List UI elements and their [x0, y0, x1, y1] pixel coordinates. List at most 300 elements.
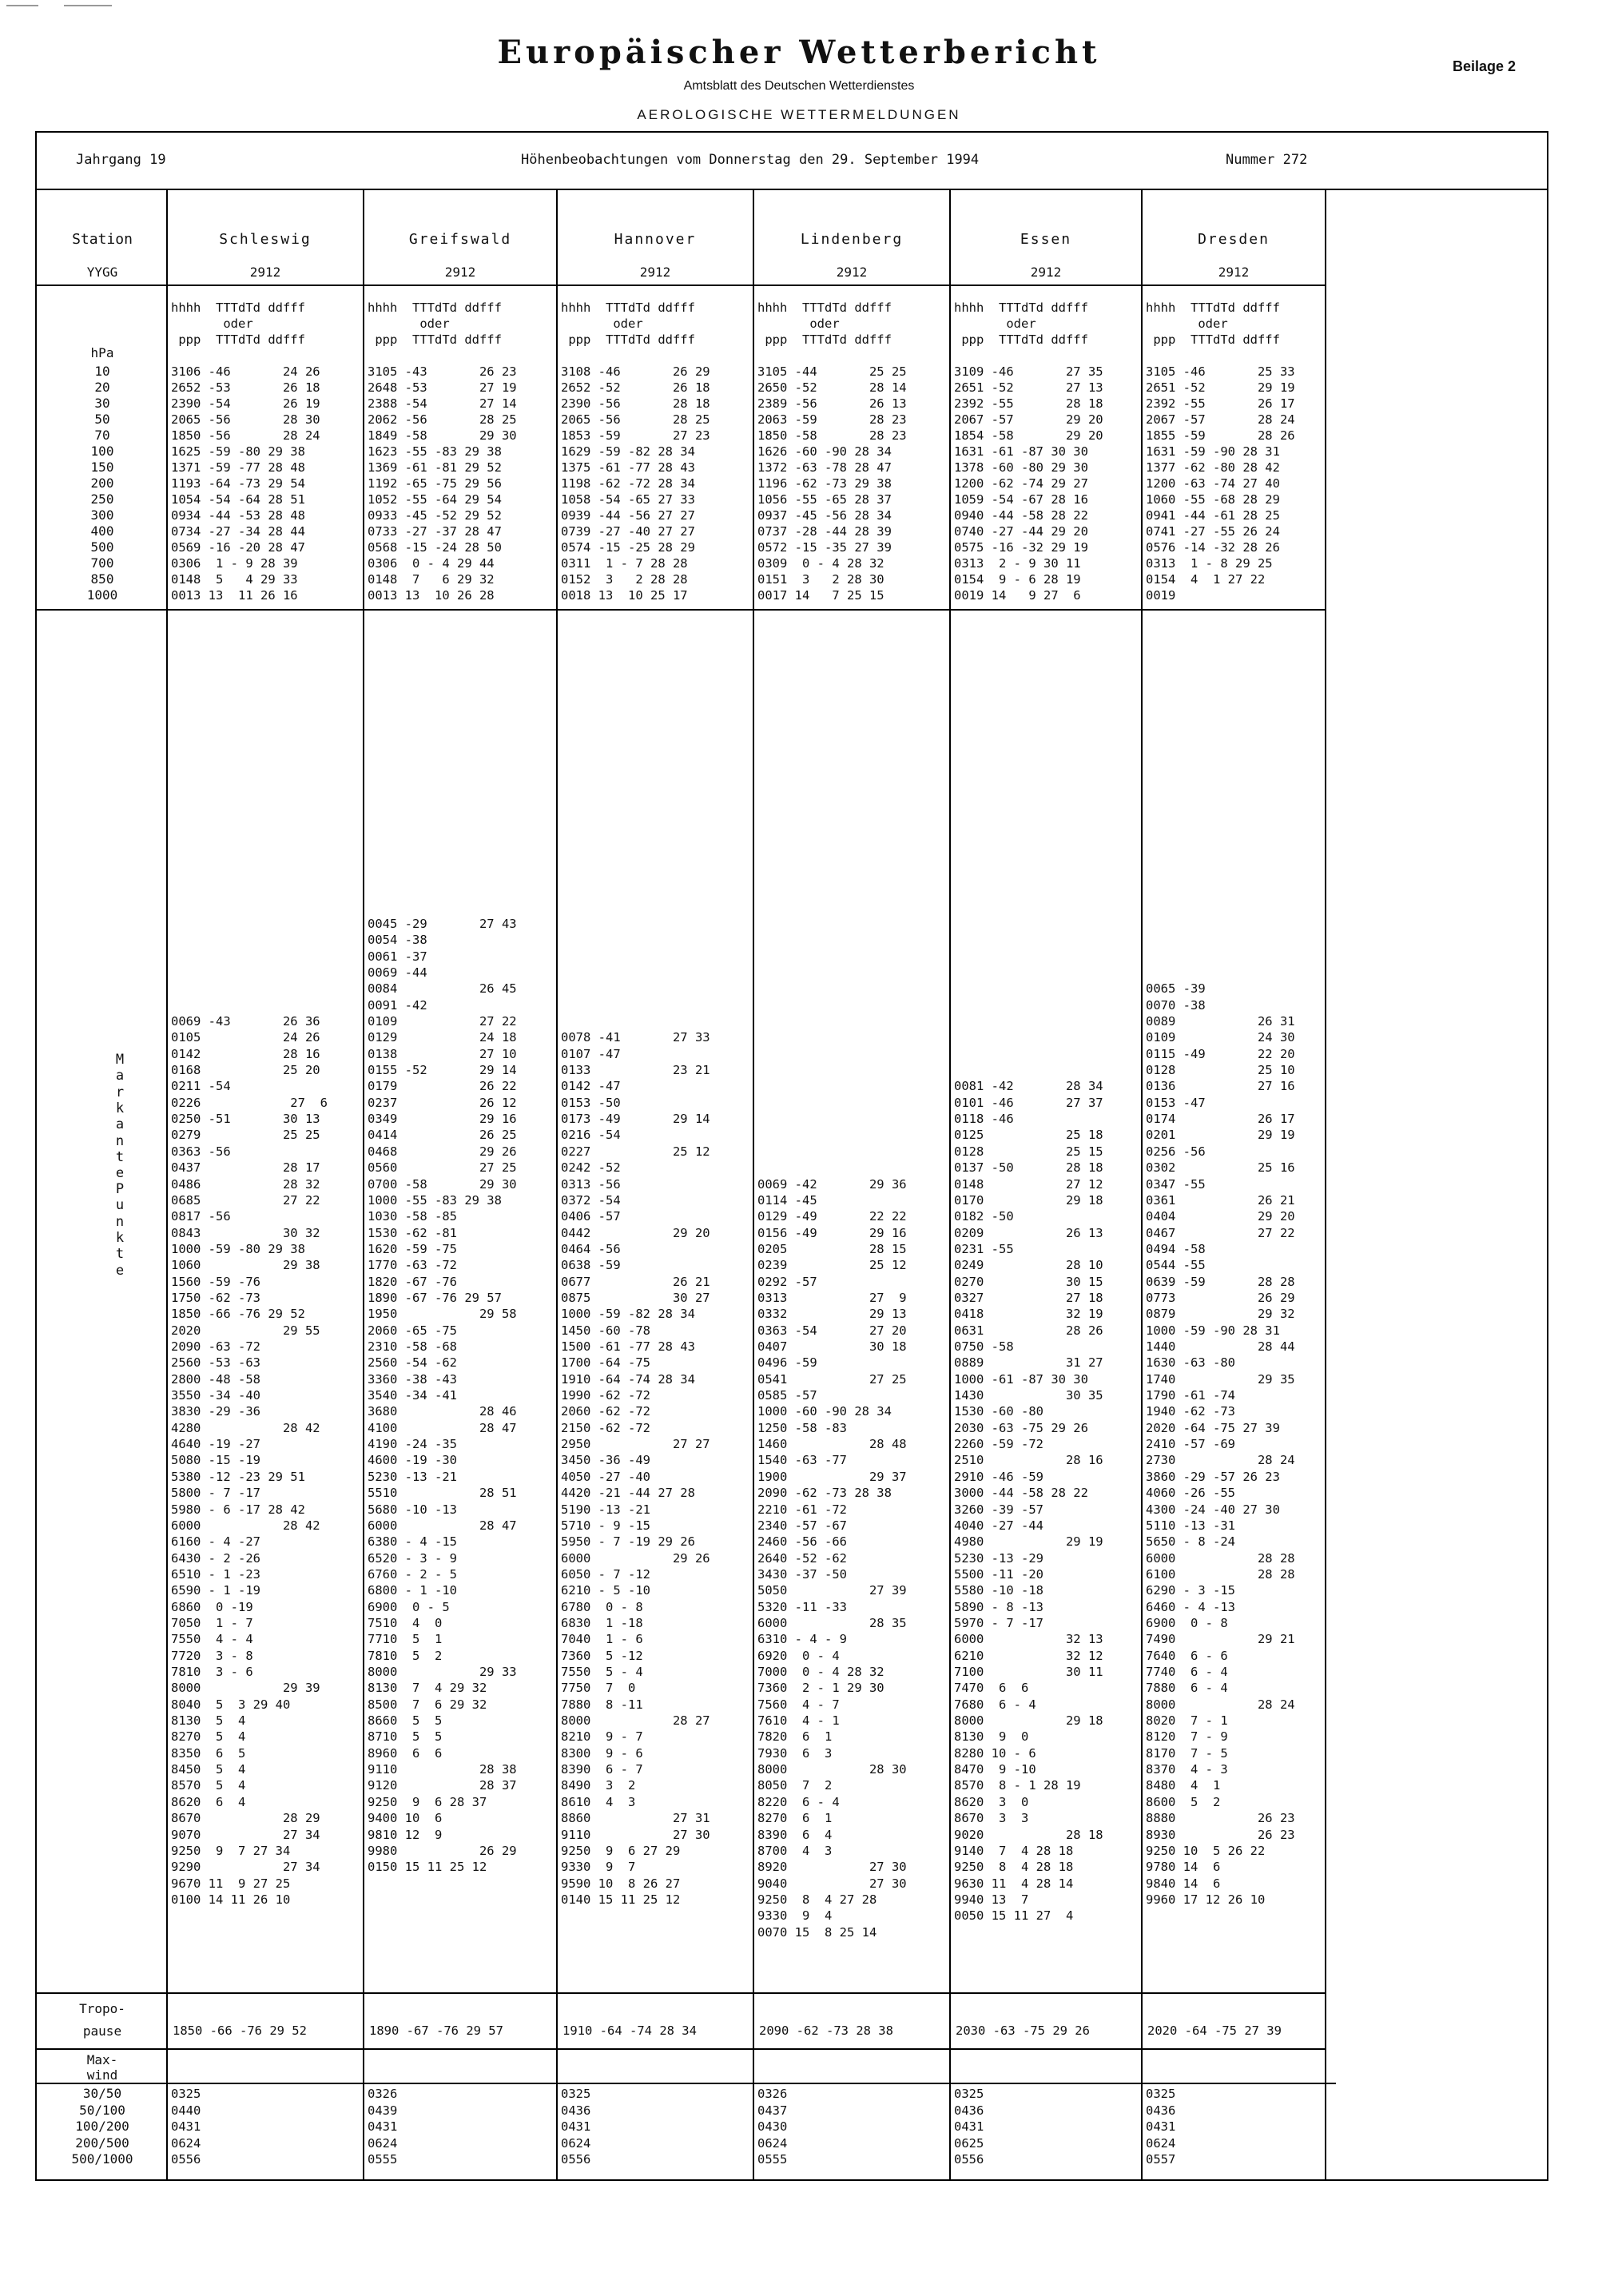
significant-point-row: 0468 29 26: [368, 1144, 517, 1159]
significant-point-row: 7470 6 6: [954, 1681, 1029, 1696]
column-header: ppp TTTdTd ddfff: [1146, 332, 1280, 347]
significant-point-row: 8000 29 39: [171, 1681, 320, 1696]
standard-level-row: 0019 14 9 27 6: [954, 588, 1081, 603]
significant-point-row: 1440 28 44: [1146, 1339, 1295, 1354]
significant-point-row: 1890 -67 -76 29 57: [368, 1290, 502, 1305]
significant-point-row: 7880 8 -11: [561, 1697, 643, 1712]
significant-point-row: 7720 3 - 8: [171, 1648, 253, 1663]
column-header: hhhh TTTdTd ddfff: [171, 300, 305, 315]
significant-point-row: 2510 28 16: [954, 1453, 1103, 1468]
significant-point-row: 8620 3 0: [954, 1794, 1029, 1809]
standard-level-row: 0154 4 1 27 22: [1146, 572, 1266, 587]
standard-level-row: 0934 -44 -53 28 48: [171, 508, 305, 523]
maxwind-row: 0431: [954, 2119, 984, 2134]
station-yygg: 2912: [1218, 265, 1250, 280]
standard-level-row: 0152 3 2 28 28: [561, 572, 688, 587]
maxwind-row: 0325: [171, 2087, 201, 2101]
maxwind-level: 200/500: [75, 2135, 129, 2151]
station-yygg: 2912: [444, 265, 476, 280]
significant-point-row: 0209 26 13: [954, 1225, 1103, 1240]
significant-point-row: 2560 -54 -62: [368, 1355, 457, 1371]
significant-point-row: 0313 27 9: [757, 1290, 907, 1305]
standard-level-row: 1850 -56 28 24: [171, 428, 320, 443]
significant-point-row: 0496 -59: [757, 1355, 817, 1371]
standard-level-row: 2390 -56 28 18: [561, 396, 710, 411]
tropopause-row: 1910 -64 -74 28 34: [562, 2023, 697, 2038]
significant-point-row: 5650 - 8 -24: [1146, 1534, 1235, 1550]
significant-point-row: 0201 29 19: [1146, 1128, 1295, 1143]
significant-point-row: 1530 -62 -81: [368, 1225, 457, 1240]
standard-level-row: 1371 -59 -77 28 48: [171, 460, 305, 475]
maxwind-row: 0430: [757, 2119, 788, 2134]
significant-point-row: 5190 -13 -21: [561, 1502, 650, 1517]
maxwind-row: 0555: [757, 2152, 788, 2167]
column-header: oder: [368, 316, 495, 331]
significant-point-row: 0256 -56: [1146, 1144, 1206, 1159]
standard-level-row: 0933 -45 -52 29 52: [368, 508, 502, 523]
standard-level-row: 0013 13 11 26 16: [171, 588, 298, 603]
significant-point-row: 9110 28 38: [368, 1762, 517, 1777]
tropopause-row: 2020 -64 -75 27 39: [1147, 2023, 1282, 2038]
significant-point-row: 6860 0 -19: [171, 1599, 253, 1614]
significant-point-row: 7820 6 1: [757, 1729, 833, 1745]
standard-level-row: 2652 -52 26 18: [561, 380, 710, 395]
significant-point-row: 5500 -11 -20: [954, 1566, 1043, 1582]
significant-point-row: 1530 -60 -80: [954, 1404, 1043, 1419]
significant-point-row: 4040 -27 -44: [954, 1518, 1043, 1533]
standard-level-row: 1629 -59 -82 28 34: [561, 444, 695, 459]
significant-point-row: 4600 -19 -30: [368, 1453, 457, 1468]
significant-point-row: 0231 -55: [954, 1241, 1014, 1256]
standard-level-row: 1855 -59 28 26: [1146, 428, 1295, 443]
significant-point-row: 1900 29 37: [757, 1469, 907, 1484]
standard-level-row: 1058 -54 -65 27 33: [561, 492, 695, 507]
significant-point-row: 5230 -13 -29: [954, 1550, 1043, 1566]
significant-point-row: 4280 28 42: [171, 1420, 320, 1435]
station-name: Hannover: [614, 231, 697, 248]
pressure-level: 200: [90, 476, 114, 491]
significant-point-row: 0105 24 26: [171, 1030, 320, 1045]
significant-point-row: 1750 -62 -73: [171, 1290, 260, 1305]
significant-point-row: 9630 11 4 28 14: [954, 1876, 1074, 1891]
significant-point-row: 0081 -42 28 34: [954, 1079, 1103, 1094]
standard-level-row: 2065 -56 28 30: [171, 412, 320, 427]
significant-point-row: 5800 - 7 -17: [171, 1486, 260, 1501]
significant-point-row: 9330 9 7: [561, 1860, 636, 1875]
significant-point-row: 8880 26 23: [1146, 1811, 1295, 1826]
report-subtitle: Amtsblatt des Deutschen Wetterdienstes: [683, 79, 915, 93]
significant-point-row: 8920 27 30: [757, 1860, 907, 1875]
significant-point-row: 0101 -46 27 37: [954, 1095, 1103, 1110]
significant-point-row: 1000 -55 -83 29 38: [368, 1192, 502, 1208]
significant-point-row: 3680 28 46: [368, 1404, 517, 1419]
significant-point-row: 2410 -57 -69: [1146, 1437, 1235, 1452]
maxwind-row: 0556: [561, 2152, 591, 2167]
significant-point-row: 7510 4 0: [368, 1615, 443, 1630]
significant-point-row: 2060 -65 -75: [368, 1323, 457, 1338]
significant-point-row: 0069 -44: [368, 965, 427, 980]
significant-point-row: 0404 29 20: [1146, 1209, 1295, 1224]
significant-point-row: 0631 28 26: [954, 1323, 1103, 1338]
significant-point-row: 0361 26 21: [1146, 1192, 1295, 1208]
significant-point-row: 3260 -39 -57: [954, 1502, 1043, 1517]
significant-point-row: 8610 4 3: [561, 1794, 636, 1809]
significant-point-row: 0250 -51 30 13: [171, 1112, 320, 1127]
pressure-level: 100: [90, 444, 114, 459]
significant-point-row: 6000 28 28: [1146, 1550, 1295, 1566]
column-header: hhhh TTTdTd ddfff: [757, 300, 892, 315]
significant-point-row: 0372 -54: [561, 1192, 621, 1208]
significant-point-row: 0128 25 10: [1146, 1063, 1295, 1078]
maxwind-level: 50/100: [79, 2102, 125, 2118]
significant-point-row: 9960 17 12 26 10: [1146, 1892, 1266, 1907]
maxwind-row: 0436: [954, 2103, 984, 2118]
standard-level-row: 2652 -53 26 18: [171, 380, 320, 395]
maxwind-row: 0436: [561, 2103, 591, 2118]
significant-point-row: 0302 25 16: [1146, 1160, 1295, 1176]
significant-point-row: 5580 -10 -18: [954, 1583, 1043, 1598]
column-header: hhhh TTTdTd ddfff: [1146, 300, 1280, 315]
significant-point-row: 0114 -45: [757, 1192, 817, 1208]
significant-point-row: 1620 -59 -75: [368, 1241, 457, 1256]
standard-level-row: 0306 0 - 4 29 44: [368, 556, 495, 571]
significant-point-row: 8000 29 18: [954, 1713, 1103, 1729]
significant-point-row: 1630 -63 -80: [1146, 1355, 1235, 1371]
column-header: oder: [561, 316, 688, 331]
significant-point-row: 7930 6 3: [757, 1745, 833, 1761]
significant-point-row: 8210 9 - 7: [561, 1729, 643, 1745]
significant-point-row: 8450 5 4: [171, 1762, 246, 1777]
maxwind-row: 0431: [1146, 2119, 1176, 2134]
significant-point-row: 0070 -38: [1146, 997, 1206, 1013]
significant-point-row: 6430 - 2 -26: [171, 1550, 260, 1566]
significant-point-row: 8220 6 - 4: [757, 1794, 840, 1809]
standard-level-row: 0569 -16 -20 28 47: [171, 540, 305, 555]
significant-point-row: 0879 29 32: [1146, 1307, 1295, 1322]
significant-point-row: 1000 -61 -87 30 30: [954, 1371, 1088, 1387]
significant-point-row: 0142 28 16: [171, 1046, 320, 1061]
significant-point-row: 0237 26 12: [368, 1095, 517, 1110]
significant-point-row: 6100 28 28: [1146, 1566, 1295, 1582]
hpa-label: hPa: [90, 345, 114, 360]
pressure-level: 70: [94, 428, 110, 443]
significant-point-row: 8000 28 24: [1146, 1697, 1295, 1712]
significant-point-row: 1060 29 38: [171, 1258, 320, 1273]
significant-point-row: 9120 28 37: [368, 1778, 517, 1793]
vertical-letter: k: [115, 1100, 125, 1116]
column-header: oder: [954, 316, 1081, 331]
maxwind-row: 0624: [171, 2135, 201, 2151]
significant-point-row: 0118 -46: [954, 1112, 1014, 1127]
significant-point-row: 5320 -11 -33: [757, 1599, 847, 1614]
significant-point-row: 2730 28 24: [1146, 1453, 1295, 1468]
column-header: oder: [171, 316, 298, 331]
significant-point-row: 5970 - 7 -17: [954, 1615, 1043, 1630]
significant-point-row: 5680 -10 -13: [368, 1502, 457, 1517]
vertical-letter: M: [115, 1052, 125, 1068]
significant-point-row: 4300 -24 -40 27 30: [1146, 1502, 1280, 1517]
standard-level-row: 1854 -58 29 20: [954, 428, 1103, 443]
significant-point-row: 9810 12 9: [368, 1827, 443, 1842]
standard-level-row: 2067 -57 28 24: [1146, 412, 1295, 427]
significant-point-row: 7880 6 - 4: [1146, 1681, 1228, 1696]
significant-point-row: 0070 15 8 25 14: [757, 1924, 877, 1940]
significant-point-row: 5080 -15 -19: [171, 1453, 260, 1468]
maxwind-label-2: wind: [86, 2067, 118, 2083]
significant-point-row: 1560 -59 -76: [171, 1274, 260, 1289]
significant-point-row: 0153 -50: [561, 1095, 621, 1110]
significant-point-row: 1460 28 48: [757, 1437, 907, 1452]
maxwind-row: 0325: [954, 2087, 984, 2101]
significant-point-row: 4420 -21 -44 27 28: [561, 1486, 695, 1501]
standard-level-row: 2065 -56 28 25: [561, 412, 710, 427]
significant-point-row: 2910 -46 -59: [954, 1469, 1043, 1484]
standard-level-row: 0576 -14 -32 28 26: [1146, 540, 1280, 555]
significant-point-row: 0327 27 18: [954, 1290, 1103, 1305]
significant-point-row: 8170 7 - 5: [1146, 1745, 1228, 1761]
significant-point-row: 8570 5 4: [171, 1778, 246, 1793]
significant-point-row: 7810 3 - 6: [171, 1665, 253, 1679]
vertical-letter: t: [115, 1246, 125, 1263]
pressure-level: 20: [94, 380, 110, 395]
standard-level-row: 2650 -52 28 14: [757, 380, 907, 395]
maxwind-row: 0326: [368, 2087, 398, 2101]
significant-point-row: 7000 0 - 4 28 32: [757, 1665, 884, 1679]
standard-level-row: 1369 -61 -81 29 52: [368, 460, 502, 475]
standard-level-row: 1626 -60 -90 28 34: [757, 444, 892, 459]
report-title: Europäischer Wetterbericht: [497, 34, 1101, 71]
significant-point-row: 0129 -49 22 22: [757, 1209, 907, 1224]
significant-point-row: 5950 - 7 -19 29 26: [561, 1534, 695, 1550]
significant-point-row: 0045 -29 27 43: [368, 916, 517, 931]
significant-point-row: 7360 2 - 1 29 30: [757, 1681, 884, 1696]
significant-point-row: 9020 28 18: [954, 1827, 1103, 1842]
standard-level-row: 0572 -15 -35 27 39: [757, 540, 892, 555]
significant-point-row: 0560 27 25: [368, 1160, 517, 1176]
significant-point-row: 3550 -34 -40: [171, 1388, 260, 1403]
significant-point-row: 0437 28 17: [171, 1160, 320, 1176]
standard-level-row: 1193 -64 -73 29 54: [171, 476, 305, 491]
significant-point-row: 9250 9 6 27 29: [561, 1843, 681, 1858]
standard-level-row: 1372 -63 -78 28 47: [757, 460, 892, 475]
significant-point-row: 8490 3 2: [561, 1778, 636, 1793]
significant-point-row: 0065 -39: [1146, 981, 1206, 997]
maxwind-row: 0436: [1146, 2103, 1176, 2118]
significant-point-row: 6510 - 1 -23: [171, 1566, 260, 1582]
maxwind-row: 0624: [561, 2135, 591, 2151]
significant-point-row: 8000 29 33: [368, 1665, 517, 1679]
standard-level-row: 2392 -55 28 18: [954, 396, 1103, 411]
significant-point-row: 3000 -44 -58 28 22: [954, 1486, 1088, 1501]
significant-point-row: 0061 -37: [368, 949, 427, 964]
significant-point-row: 1820 -67 -76: [368, 1274, 457, 1289]
significant-point-row: 0332 29 13: [757, 1307, 907, 1322]
significant-point-row: 2030 -63 -75 29 26: [954, 1420, 1088, 1435]
issue-number: Nummer 272: [1226, 152, 1308, 168]
significant-point-row: 7610 4 - 1: [757, 1713, 840, 1729]
standard-level-row: 1625 -59 -80 29 38: [171, 444, 305, 459]
significant-point-row: 4640 -19 -27: [171, 1437, 260, 1452]
significant-point-row: 2020 29 55: [171, 1323, 320, 1338]
volume-label: Jahrgang 19: [76, 152, 166, 168]
significant-point-row: 7490 29 21: [1146, 1632, 1295, 1647]
significant-point-row: 7710 5 1: [368, 1632, 443, 1647]
station-name: Essen: [1020, 231, 1072, 248]
significant-point-row: 0700 -58 29 30: [368, 1176, 517, 1192]
significant-point-row: 1740 29 35: [1146, 1371, 1295, 1387]
significant-point-row: 8120 7 - 9: [1146, 1729, 1228, 1745]
significant-point-row: 2210 -61 -72: [757, 1502, 847, 1517]
significant-point-row: 1950 29 58: [368, 1307, 517, 1322]
significant-point-row: 8300 9 - 6: [561, 1745, 643, 1761]
significant-point-row: 9290 27 34: [171, 1860, 320, 1875]
significant-point-row: 8050 7 2: [757, 1778, 833, 1793]
tropopause-row: 2030 -63 -75 29 26: [956, 2023, 1090, 2038]
significant-point-row: 8020 7 - 1: [1146, 1713, 1228, 1729]
column-header: ppp TTTdTd ddfff: [561, 332, 695, 347]
standard-level-row: 1196 -62 -73 29 38: [757, 476, 892, 491]
significant-point-row: 1000 -59 -80 29 38: [171, 1241, 305, 1256]
significant-point-row: 0125 25 18: [954, 1128, 1103, 1143]
standard-level-row: 0311 1 - 7 28 28: [561, 556, 688, 571]
significant-point-row: 0541 27 25: [757, 1371, 907, 1387]
significant-point-row: 0407 30 18: [757, 1339, 907, 1354]
significant-point-row: 9110 27 30: [561, 1827, 710, 1842]
standard-level-row: 0018 13 10 25 17: [561, 588, 688, 603]
significant-point-row: 0069 -43 26 36: [171, 1014, 320, 1029]
significant-point-row: 5110 -13 -31: [1146, 1518, 1235, 1533]
significant-point-row: 1500 -61 -77 28 43: [561, 1339, 695, 1354]
significant-point-row: 2460 -56 -66: [757, 1534, 847, 1550]
significant-point-row: 0109 24 30: [1146, 1030, 1295, 1045]
significant-point-row: 0638 -59: [561, 1258, 621, 1273]
significant-point-row: 0585 -57: [757, 1388, 817, 1403]
standard-level-row: 2651 -52 29 19: [1146, 380, 1295, 395]
significant-point-row: 0084 26 45: [368, 981, 517, 997]
standard-level-row: 2648 -53 27 19: [368, 380, 517, 395]
significant-point-row: 5380 -12 -23 29 51: [171, 1469, 305, 1484]
significant-point-row: 8480 4 1: [1146, 1778, 1221, 1793]
significant-point-row: 0091 -42: [368, 997, 427, 1013]
vertical-letter: n: [115, 1213, 125, 1230]
maxwind-row: 0439: [368, 2103, 398, 2118]
standard-level-row: 0741 -27 -55 26 24: [1146, 524, 1280, 539]
significant-point-row: 6000 32 13: [954, 1632, 1103, 1647]
significant-point-row: 6590 - 1 -19: [171, 1583, 260, 1598]
station-label: Station: [72, 231, 133, 248]
vertical-letter: n: [115, 1132, 125, 1149]
significant-point-row: 0138 27 10: [368, 1046, 517, 1061]
maxwind-row: 0555: [368, 2152, 398, 2167]
column-header: ppp TTTdTd ddfff: [171, 332, 305, 347]
column-header: oder: [1146, 316, 1273, 331]
significant-point-row: 0078 -41 27 33: [561, 1030, 710, 1045]
standard-level-row: 2388 -54 27 14: [368, 396, 517, 411]
pressure-level: 150: [90, 460, 114, 475]
significant-point-row: 0069 -42 29 36: [757, 1176, 907, 1192]
significant-point-row: 1250 -58 -83: [757, 1420, 847, 1435]
significant-point-row: 6290 - 3 -15: [1146, 1583, 1235, 1598]
significant-point-row: 0442 29 20: [561, 1225, 710, 1240]
significant-point-row: 8500 7 6 29 32: [368, 1697, 487, 1712]
significant-point-row: 7810 5 2: [368, 1648, 443, 1663]
standard-level-row: 0013 13 10 26 28: [368, 588, 495, 603]
significant-point-row: 0129 24 18: [368, 1030, 517, 1045]
significant-point-row: 0292 -57: [757, 1274, 817, 1289]
significant-point-row: 0817 -56: [171, 1209, 231, 1224]
significant-point-row: 1770 -63 -72: [368, 1258, 457, 1273]
standard-level-row: 0148 5 4 29 33: [171, 572, 298, 587]
standard-level-row: 1378 -60 -80 29 30: [954, 460, 1088, 475]
maxwind-label-1: Max-: [86, 2052, 118, 2067]
significant-point-row: 0133 23 21: [561, 1063, 710, 1078]
significant-point-row: 1430 30 35: [954, 1388, 1103, 1403]
standard-level-row: 1623 -55 -83 29 38: [368, 444, 502, 459]
tropopause-row: 2090 -62 -73 28 38: [759, 2023, 893, 2038]
standard-level-row: 2392 -55 26 17: [1146, 396, 1295, 411]
significant-point-row: 8130 5 4: [171, 1713, 246, 1729]
significant-point-row: 8350 6 5: [171, 1745, 246, 1761]
significant-point-row: 2260 -59 -72: [954, 1437, 1043, 1452]
maxwind-row: 0431: [561, 2119, 591, 2134]
significant-point-row: 2340 -57 -67: [757, 1518, 847, 1533]
significant-point-row: 6920 0 - 4: [757, 1648, 840, 1663]
standard-level-row: 3105 -43 26 23: [368, 364, 517, 379]
standard-level-row: 0568 -15 -24 28 50: [368, 540, 502, 555]
column-header: hhhh TTTdTd ddfff: [954, 300, 1088, 315]
significant-point-row: 2560 -53 -63: [171, 1355, 260, 1371]
significant-point-row: 0137 -50 28 18: [954, 1160, 1103, 1176]
vertical-letter: e: [115, 1165, 125, 1182]
significant-point-row: 0174 26 17: [1146, 1112, 1295, 1127]
significant-point-row: 0054 -38: [368, 933, 427, 948]
significant-point-row: 6160 - 4 -27: [171, 1534, 260, 1550]
significant-point-row: 0685 27 22: [171, 1192, 320, 1208]
station-yygg: 2912: [249, 265, 281, 280]
significant-point-row: 1000 -59 -82 28 34: [561, 1307, 695, 1322]
standard-level-row: 0154 9 - 6 28 19: [954, 572, 1081, 587]
significant-point-row: 0313 -56: [561, 1176, 621, 1192]
standard-level-row: 1054 -54 -64 28 51: [171, 492, 305, 507]
significant-point-row: 8670 28 29: [171, 1811, 320, 1826]
significant-point-row: 0128 25 15: [954, 1144, 1103, 1159]
pressure-level: 10: [94, 364, 110, 379]
standard-level-row: 0737 -28 -44 28 39: [757, 524, 892, 539]
significant-point-row: 0211 -54: [171, 1079, 231, 1094]
tropopause-row: 1890 -67 -76 29 57: [369, 2023, 503, 2038]
significant-point-row: 6760 - 2 - 5: [368, 1566, 457, 1582]
significant-point-row: 6050 - 7 -12: [561, 1566, 650, 1582]
pressure-level: 850: [90, 571, 114, 587]
vertical-letter: P: [115, 1181, 125, 1197]
standard-level-row: 0148 7 6 29 32: [368, 572, 495, 587]
significant-point-row: 2310 -58 -68: [368, 1339, 457, 1354]
tropopause-label-2: pause: [82, 2023, 122, 2039]
significant-point-row: 7640 6 - 6: [1146, 1648, 1228, 1663]
significant-point-row: 7740 6 - 4: [1146, 1665, 1228, 1679]
significant-point-row: 1850 -66 -76 29 52: [171, 1307, 305, 1322]
pressure-level: 250: [90, 491, 114, 507]
supplement-label: Beilage 2: [1453, 58, 1517, 74]
significant-point-row: 0363 -56: [171, 1144, 231, 1159]
significant-point-row: 6830 1 -18: [561, 1615, 643, 1630]
significant-point-row: 0226 27 6: [171, 1095, 328, 1110]
significant-point-row: 0494 -58: [1146, 1241, 1206, 1256]
significant-point-row: 0168 25 20: [171, 1063, 320, 1078]
significant-point-row: 8470 9 -10: [954, 1762, 1036, 1777]
significant-point-row: 2090 -63 -72: [171, 1339, 260, 1354]
pressure-level: 50: [94, 412, 110, 427]
